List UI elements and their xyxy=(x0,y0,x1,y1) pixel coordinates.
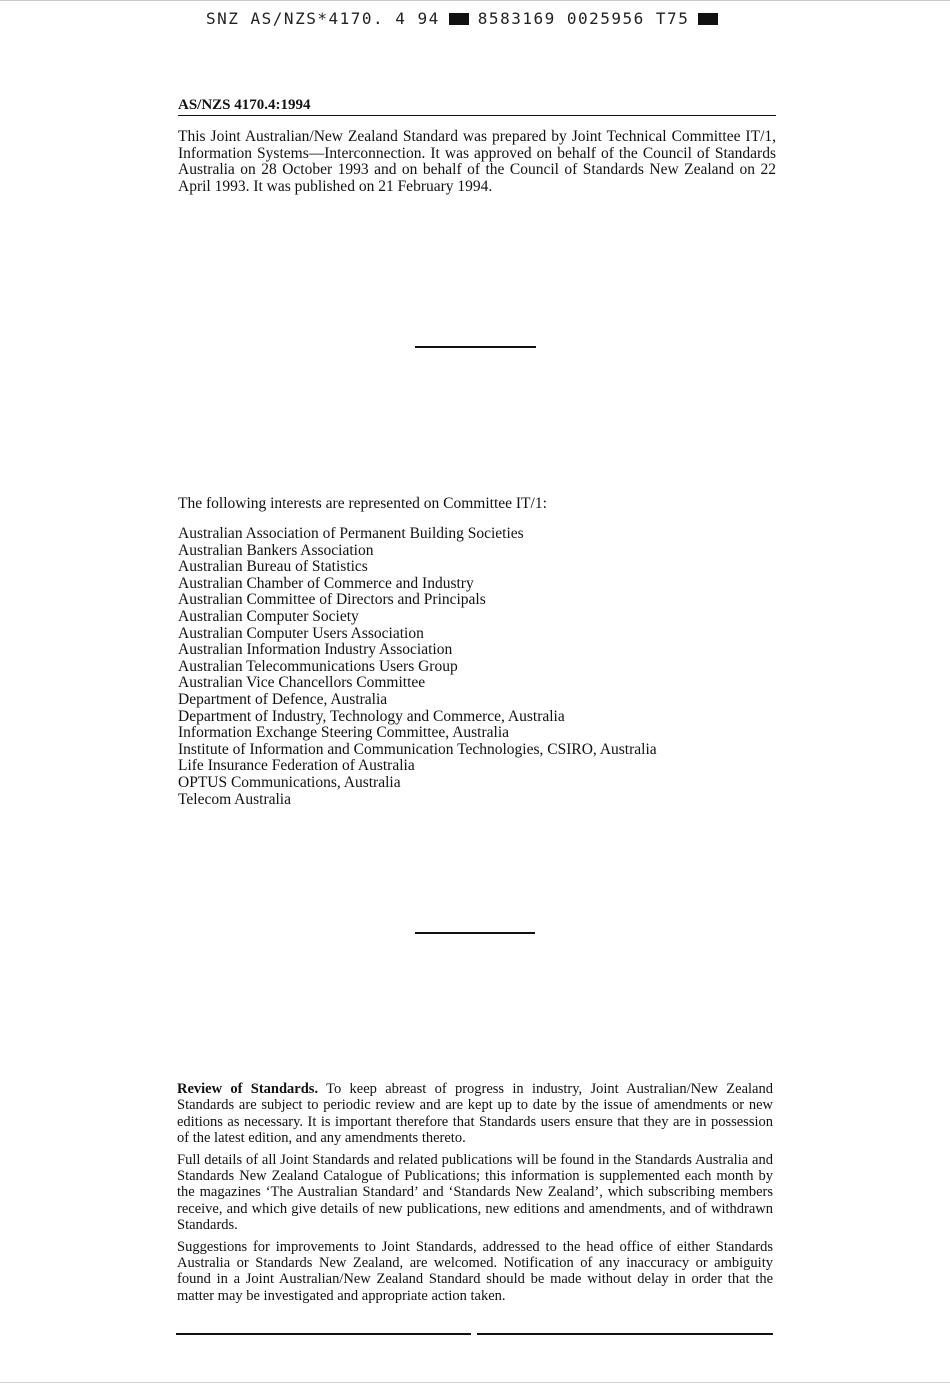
preparation-paragraph: This Joint Australian/New Zealand Standard was prepared by Joint Technical Committee IT/1, Information Systems—Interconnection. It was approved on behalf of the Council of Standards Australia on 28 October 1993 and on behalf of the Council of Standards New Zealand on 22 April 1993. It was published on 21 February 1994. xyxy=(178,128,776,195)
list-item: Department of Industry, Technology and Commerce, Australia xyxy=(178,707,565,725)
list-item: Australian Bureau of Statistics xyxy=(178,558,368,576)
list-item: Australian Association of Permanent Building Societies xyxy=(178,525,524,542)
list-item: Australian Computer Users Association xyxy=(178,624,424,642)
review-paragraph xyxy=(177,1081,773,1147)
black-block-mark xyxy=(698,13,718,25)
scan-header-code xyxy=(206,9,766,28)
list-item: Australian Telecommunications Users Group xyxy=(178,657,458,675)
list-item: Australian Vice Chancellors Committee xyxy=(178,674,426,692)
footer-rule xyxy=(176,1333,471,1335)
list-item: Australian Chamber of Commerce and Industry xyxy=(178,574,474,592)
list-item: Australian Computer Society xyxy=(178,607,359,625)
interest-list xyxy=(178,526,776,808)
list-item: Information Exchange Steering Committee, Australia xyxy=(178,724,510,742)
scan-bottom-edge xyxy=(0,1382,950,1383)
list-item: Australian Information Industry Association xyxy=(178,641,453,659)
scan-top-edge xyxy=(0,0,950,1)
review-paragraph: Suggestions for improvements to Joint Standards, addressed to the head office of either Standards Australia or Standards New Zealand, are welcomed. Notification of any inaccuracy or ambiguity found in a Joint Australian/New Zealand Standard should be made without delay in order that the matter may be investigated and appropriate action taken. xyxy=(177,1238,773,1304)
list-item: Department of Defence, Australia xyxy=(178,690,388,708)
committee-heading: The following interests are represented on Committee IT/1: xyxy=(178,495,547,512)
list-item: Institute of Information and Communication Technologies, CSIRO, Australia xyxy=(178,740,657,758)
review-of-standards xyxy=(177,1081,773,1309)
footer-rule xyxy=(477,1333,773,1335)
list-item: OPTUS Communications, Australia xyxy=(178,773,401,791)
section-divider xyxy=(415,346,536,348)
list-item: Australian Bankers Association xyxy=(178,541,374,559)
review-paragraph: Full details of all Joint Standards and related publications will be found in the Standards Australia and Standards New Zealand Catalogue of Publications; this information is supplemented each month by the magazines ‘The Australian Standard’ and ‘Standards New Zealand’, which subscribing members receive, and which give details of new publications, new editions and amendments, and of withdrawn Standards. xyxy=(177,1151,773,1234)
section-divider xyxy=(415,932,535,934)
scan-code-part2: 8583169 0025956 T75 xyxy=(477,9,690,28)
document-number: AS/NZS 4170.4:1994 xyxy=(178,96,776,116)
list-item: Australian Committee of Directors and Principals xyxy=(178,591,486,609)
review-text: To keep abreast of progress in industry, Joint Australian/New Zealand Standards are subject to periodic review and are kept up to date by the issue of amendments or new editions as necessary. It is important therefore that Standards users ensure that they are in possession of the latest edition, and any amendments thereto. xyxy=(177,1081,773,1147)
review-lead: Review of Standards. xyxy=(177,1081,319,1097)
black-block-mark xyxy=(449,13,469,25)
list-item: Life Insurance Federation of Australia xyxy=(178,757,415,775)
list-item: Telecom Australia xyxy=(178,790,291,808)
scan-code-part1: SNZ AS/NZS*4170. 4 94 xyxy=(206,9,440,28)
